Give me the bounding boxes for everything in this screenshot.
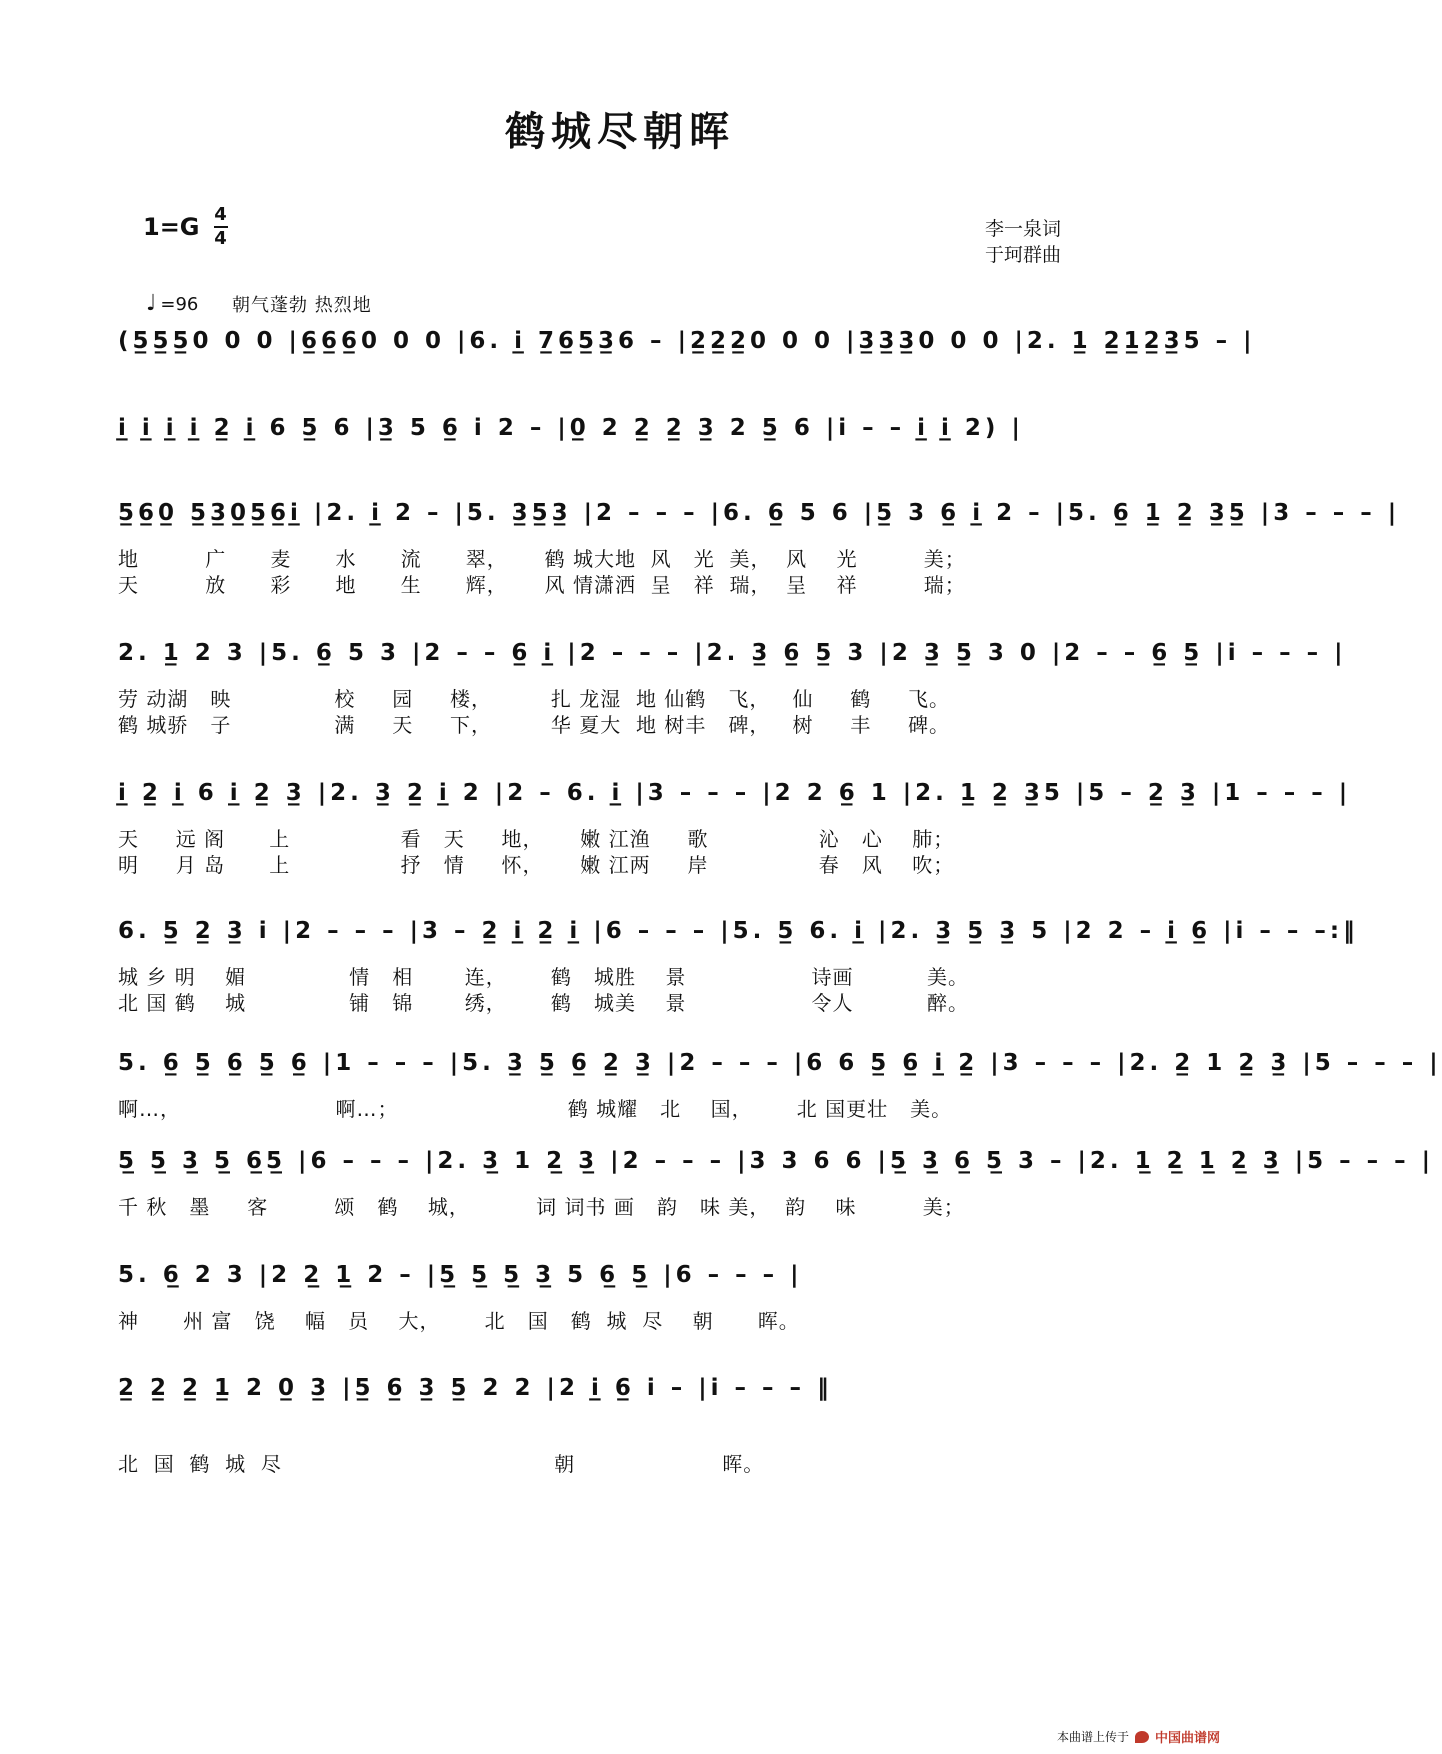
lyric-line: 啊…， 啊…； 鹤 城耀 北 国， 北 国更壮 美。 [118,1097,953,1121]
footer [1057,1727,1220,1746]
notation-line [118,318,1256,364]
site-name: 中国曲谱网 [1154,1731,1220,1746]
key-label: 1=G [143,213,200,241]
score-system [118,630,1347,738]
lyricist: 李一泉词 [985,218,1062,240]
lyric-line: 劳 动湖 映 校 园 楼， 扎 龙湿 地 仙鹤 飞， 仙 鹤 飞。 [118,687,951,711]
notation-line [118,1040,1442,1086]
time-signature-top: 4 [214,204,227,225]
score-system [118,1040,1442,1122]
lyric-line: 天 放 彩 地 生 辉， 风 情潇洒 呈 祥 瑞， 呈 祥 瑞； [118,573,966,597]
lyric-line: 地 广 麦 水 流 翠， 鹤 城大地 风 光 美， 风 光 美； [118,547,966,571]
notation-text: 5̲6̲0̲ 5̲3̲0̲5̲6̲i̲ |2. i̲ 2 – |5. 3̲5̲3̲ |2 – – – |6. 6̲ 5 6 |5̲ 3 6̲ i̲ 2 – |5. 6̲ 1̲ 2̲ 3̲5̲ |3 – – – | [118,500,1401,526]
quarter-note-icon: ♩ [146,291,157,316]
lyric-line: 鹤 城骄 子 满 天 下， 华 夏大 地 树丰 碑， 树 丰 碑。 [118,713,951,737]
notation-text: 6. 5̲ 2̲ 3̲ i |2 – – – |3 – 2̲ i̲ 2̲ i̲ |6 – – – |5. 5̲ 6. i̲ |2. 3̲ 5̲ 3̲ 5 |2 2 – i̲ 6̲ |i – – –:‖ [118,918,1359,944]
notation-line [118,770,1352,816]
score-system [118,490,1401,598]
score-system [118,1365,1118,1477]
credits [985,216,1061,268]
upload-text: 本曲谱上传于 [1056,1730,1129,1744]
lyric-line: 北 国 鹤 城 尽 朝 晖。 [118,1452,765,1476]
notation-text: 5̲ 5̲ 3̲ 5̲ 6̲5̲ |6 – – – |2. 3̲ 1 2̲ 3̲ |2 – – – |3 3 6 6 |5̲ 3̲ 6̲ 5̲ 3 – |2. 1̲ 2̲ 1̲ 2̲ 3̲ |5 – – – | [118,1148,1435,1174]
lyric-line: 天 远 阁 上 看 天 地， 嫩 江渔 歌 沁 心 肺； [118,827,955,851]
score-system [118,1252,1118,1334]
notation-line [118,630,1347,676]
score-system [118,318,1256,364]
tempo-value: =96 [160,294,199,315]
notation-line [118,1365,1118,1411]
notation-line [118,405,1118,451]
notation-text: i̲ 2̲ i̲ 6 i̲ 2̲ 3̲ |2. 3̲ 2̲ i̲ 2 |2 – 6. i̲ |3 – – – |2 2 6̲ 1 |2. 1̲ 2̲ 3̲5 |5 – 2̲ 3̲ |1 – – – | [118,780,1352,806]
lyric-line: 明 月 岛 上 抒 情 怀， 嫩 江两 岸 春 风 吹； [118,853,955,877]
tempo-marking [146,291,198,316]
score-system [118,770,1352,878]
site-logo-icon [1135,1731,1149,1743]
lyric-line: 北 国 鹤 城 铺 锦 绣， 鹤 城美 景 令人 醉。 [118,991,970,1015]
notation-text: 2. 1̲ 2 3 |5. 6̲ 5 3 |2 – – 6̲ i̲ |2 – – – |2. 3̲ 6̲ 5̲ 3 |2 3̲ 5̲ 3 0 |2 – – 6̲ 5̲ |i – – – | [118,640,1347,666]
lyric-line: 城 乡 明 媚 情 相 连， 鹤 城胜 景 诗画 美。 [118,965,970,989]
song-title: 鹤城尽朝晖 [505,108,735,155]
notation-text: i̲ i̲ i̲ i̲ 2̲ i̲ 6 5̲ 6 |3̲ 5 6̲ i 2 – |0̲ 2 2̲ 2̲ 3̲ 2 5̲ 6 |i – – i̲ i̲ 2) | [118,415,1024,441]
lyric-line: 神 州 富 饶 幅 员 大， 北 国 鹤 城 尽 朝 晖。 [118,1309,800,1333]
notation-text: 2̲ 2̲ 2̲ 1̲ 2 0̲ 3̲ |5̲ 6̲ 3̲ 5̲ 2 2 |2 i̲ 6̲ i – |i – – – ‖ [118,1375,833,1401]
lyric-line: 千 秋 墨 客 颂 鹤 城， 词 词书 画 韵 味 美， 韵 味 美； [118,1195,965,1219]
composer: 于珂群曲 [985,244,1062,266]
score-system [118,405,1118,451]
time-signature-bottom: 4 [214,228,227,249]
score-system [118,908,1359,1016]
notation-line [118,1138,1435,1184]
key-signature [143,205,228,249]
notation-text: 5. 6̲ 2 3 |2 2̲ 1̲ 2 – |5̲ 5̲ 5̲ 3̲ 5 6̲ 5̲ |6 – – – | [118,1262,803,1288]
score-system [118,1138,1435,1220]
time-signature [214,205,228,249]
notation-text: 5. 6̲ 5̲ 6̲ 5̲ 6̲ |1 – – – |5. 3̲ 5̲ 6̲ 2̲ 3̲ |2 – – – |6 6 5̲ 6̲ i̲ 2̲ |3 – – – |2. 2̲ 1 2̲ 3̲ |5 – – – | [118,1050,1442,1076]
notation-line [118,908,1359,954]
notation-line [118,1252,1118,1298]
notation-text: (5̲5̲5̲0 0 0 |6̲6̲6̲0 0 0 |6. i̲ 7̲6̲5̲3̲6 – |2̲2̲2̲0 0 0 |3̲3̲3̲0 0 0 |2. 1̲ 2̲1̲2̲3̲5 – | [118,328,1256,354]
notation-line [118,490,1401,536]
expression-marking: 朝气蓬勃 热烈地 [232,295,372,316]
